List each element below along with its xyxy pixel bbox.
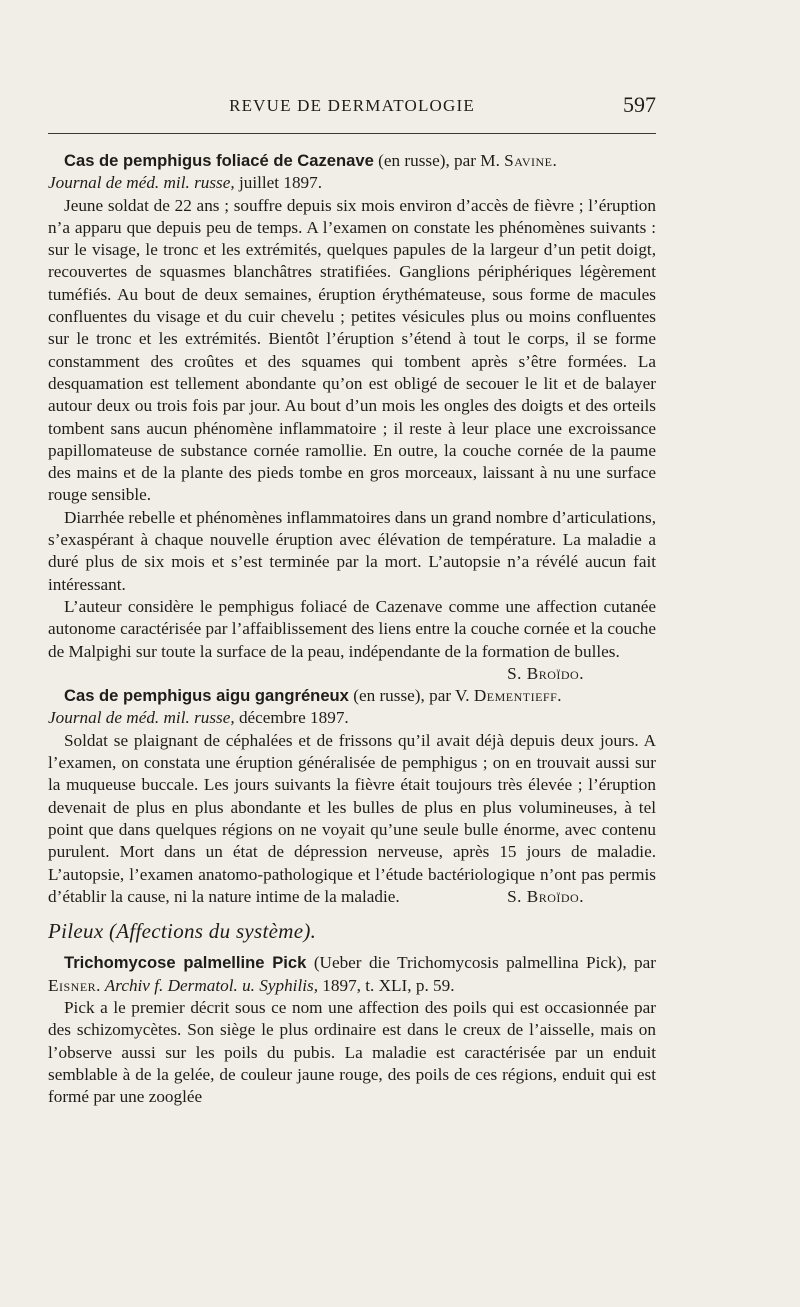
running-title: REVUE DE DERMATOLOGIE xyxy=(229,96,475,115)
signature: S. Broïdo. xyxy=(507,886,584,906)
article-lang-by: (en russe), par M. xyxy=(373,151,505,170)
article-subtitle: (Ueber die Trichomycosis palmellina Pick), par xyxy=(306,953,657,973)
page-header xyxy=(48,92,656,122)
header-rule xyxy=(48,133,656,134)
article-lang-by: (en russe), par V. xyxy=(348,686,474,706)
article-title: Trichomycose palmelline Pick xyxy=(64,953,307,973)
article-title: Cas de pemphigus foliacé de Cazenave xyxy=(64,151,374,170)
article-author: Savine xyxy=(504,151,553,170)
article-pemphigus-aigu: Cas de pemphigus aigu gangréneux (en russe), par V. Dementieff. Journal de méd. mil. russe, décembre 1897. Soldat se plaignant de céphalées et de frissons qu’il avait déjà depuis deux jours. A l’examen, on constata une éruption généralisée de pemphigus ; on en trouvait aussi sur la muqueuse buccale. Les jours suivants la fièvre était toujours très élevée ; l’éruption devenait de plus en plus abondante et les bulles de plus en plus volumineuses, à tel point que dans quelques régions on ne voyait qu’une seule bulle énorme, avec contenu purulent. Mort dans un état de dépression nerveuse, après 15 jours de maladie. L’autopsie, l’examen anatomo-pathologique et l’étude bactériologique n’ont pas permis d’établir la cause, ni la nature intime de la maladie. S. Broïdo. xyxy=(48,685,656,908)
article-ref: 1897, t. XLI, p. 59. xyxy=(318,975,455,995)
page-number: 597 xyxy=(623,92,656,117)
signature: S. Broïdo. xyxy=(507,663,584,683)
article-title: Cas de pemphigus aigu gangréneux xyxy=(64,686,349,706)
article-trichomycose: Trichomycose palmelline Pick (Ueber die Trichomycosis palmellina Pick), par Eisner. Archiv f. Dermatol. u. Syphilis, 1897, t. XLI, p. 59. Pick a le premier décrit sous ce nom une affection des poils qui est occasionnée par des schizomycètes. Son siège le plus ordinaire est dans le creux de l’aisselle, mais on l’observe aussi sur les poils du pubis. La maladie est caractérisée par un enduit semblable à de la gelée, de couleur jaune rouge, des poils de ces régions, enduit qui est formé par une zooglée xyxy=(48,952,656,1108)
section-heading: Pileux (Affections du système). xyxy=(48,919,317,944)
article-author: Eisner xyxy=(48,975,97,995)
article-journal: Journal de méd. mil. russe, xyxy=(48,708,235,728)
page-body xyxy=(48,150,656,1108)
article-author: Dementieff xyxy=(473,686,558,706)
paragraph-with-signature: L’auteur considère le pemphigus foliacé de Cazenave comme une affection cutanée autonome caractérisée par l’affaiblissement des liens entre la couche cornée et la couche de Malpighi sur toute la surface de la peau, indépendante de la formation de bulles. S. Broïdo. xyxy=(48,596,656,685)
article-pemphigus-foliace: Cas de pemphigus foliacé de Cazenave (en russe), par M. Savine. Journal de méd. mil. russe, juillet 1897. Jeune soldat de 22 ans ; souffre depuis six mois environ d’accès de fièvre ; l’éruption n’a apparu que depuis peu de temps. A l’examen on constate les phénomènes suivants : sur le visage, le tronc et les extrémités, quelques papules de la largeur d’un petit doigt, recouvertes de squasmes blanchâtres stratifiées. Ganglions périphériques légèrement tuméfiés. Au bout de deux semaines, éruption érythémateuse, sous forme de macules confluentes du visage et du cuir chevelu ; petites vésicules plus ou moins confluentes sur le tronc et les extrémités. Bientôt l’éruption s’étend à tout le corps, il se forme constamment des croûtes et des squames qui tombent après s’être formées. La desquamation est tellement abondante qu’on est obligé de secouer le lit et de balayer autour deux ou trois fois par jour. Au bout d’un mois les ongles des doigts et des orteils tombent sans aucun phénomène inflammatoire ; il reste à leur place une excroissance papillomateuse de substance cornée ramollie. En outre, la couche cornée de la paume des mains et de la plante des pieds tombe en gros morceaux, laissant à nu une surface rouge sensible. Diarrhée rebelle et phénomènes inflammatoires dans un grand nombre d’articulations, s’exaspérant à chaque nouvelle éruption avec élévation de température. La maladie a duré plus de six mois et s’est terminée par la mort. L’autopsie n’a révélé aucun fait intéressant. L’auteur considère le pemphigus foliacé de Cazenave comme une affection cutanée autonome caractérisée par l’affaiblissement des liens entre la couche cornée et la couche de Malpighi sur toute la surface de la peau, indépendante de la formation de bulles. S. Broïdo. xyxy=(48,150,656,685)
article-date: juillet 1897. xyxy=(234,173,323,193)
paragraph: Diarrhée rebelle et phénomènes inflammatoires dans un grand nombre d’articulations, s’exaspérant à chaque nouvelle éruption avec élévation de température. La maladie a duré plus de six mois et s’est terminée par la mort. L’autopsie n’a révélé aucun fait intéressant. xyxy=(48,507,656,594)
paragraph: Pick a le premier décrit sous ce nom une affection des poils qui est occasionnée par des schizomycètes. Son siège le plus ordinaire est dans le creux de l’aisselle, mais on l’observe aussi sur les poils du pubis. La maladie est caractérisée par un enduit semblable à de la gelée, de couleur jaune rouge, des poils de ces régions, enduit qui est formé par une zooglée xyxy=(48,997,656,1107)
article-date: décembre 1897. xyxy=(234,708,349,728)
article-journal: Journal de méd. mil. russe, xyxy=(48,173,235,193)
article-journal: Archiv f. Dermatol. u. Syphilis, xyxy=(104,975,318,995)
paragraph-with-signature: Soldat se plaignant de céphalées et de frissons qu’il avait déjà depuis deux jours. A l’examen, on constata une éruption généralisée de pemphigus ; on en trouvait aussi sur la muqueuse buccale. Les jours suivants la fièvre était toujours très élevée ; l’éruption devenait de plus en plus abondante et les bulles de plus en plus volumineuses, à tel point que dans quelques régions on ne voyait qu’une seule bulle énorme, avec contenu purulent. Mort dans un état de dépression nerveuse, après 15 jours de maladie. L’autopsie, l’examen anatomo-pathologique et l’étude bactériologique n’ont pas permis d’établir la cause, ni la nature intime de la maladie. S. Broïdo. xyxy=(48,730,656,908)
paragraph: Jeune soldat de 22 ans ; souffre depuis six mois environ d’accès de fièvre ; l’éruption n’a apparu que depuis peu de temps. A l’examen on constate les phénomènes suivants : sur le visage, le tronc et les extrémités, quelques papules de la largeur d’un petit doigt, recouvertes de squasmes blanchâtres stratifiées. Ganglions périphériques légèrement tuméfiés. Au bout de deux semaines, éruption érythémateuse, sous forme de macules confluentes du visage et du cuir chevelu ; petites vésicules plus ou moins confluentes sur le tronc et les extrémités. Bientôt l’éruption s’étend à tout le corps, il se forme constamment des croûtes et des squames qui tombent après s’être formées. La desquamation est tellement abondante qu’on est obligé de secouer le lit et de balayer autour deux ou trois fois par jour. Au bout d’un mois les ongles des doigts et des orteils tombent sans aucun phénomène inflammatoire ; il reste à leur place une excroissance papillomateuse de substance cornée ramollie. En outre, la couche cornée de la paume des mains et de la plante des pieds tombe en gros morceaux, laissant à nu une surface rouge sensible. xyxy=(48,195,656,505)
